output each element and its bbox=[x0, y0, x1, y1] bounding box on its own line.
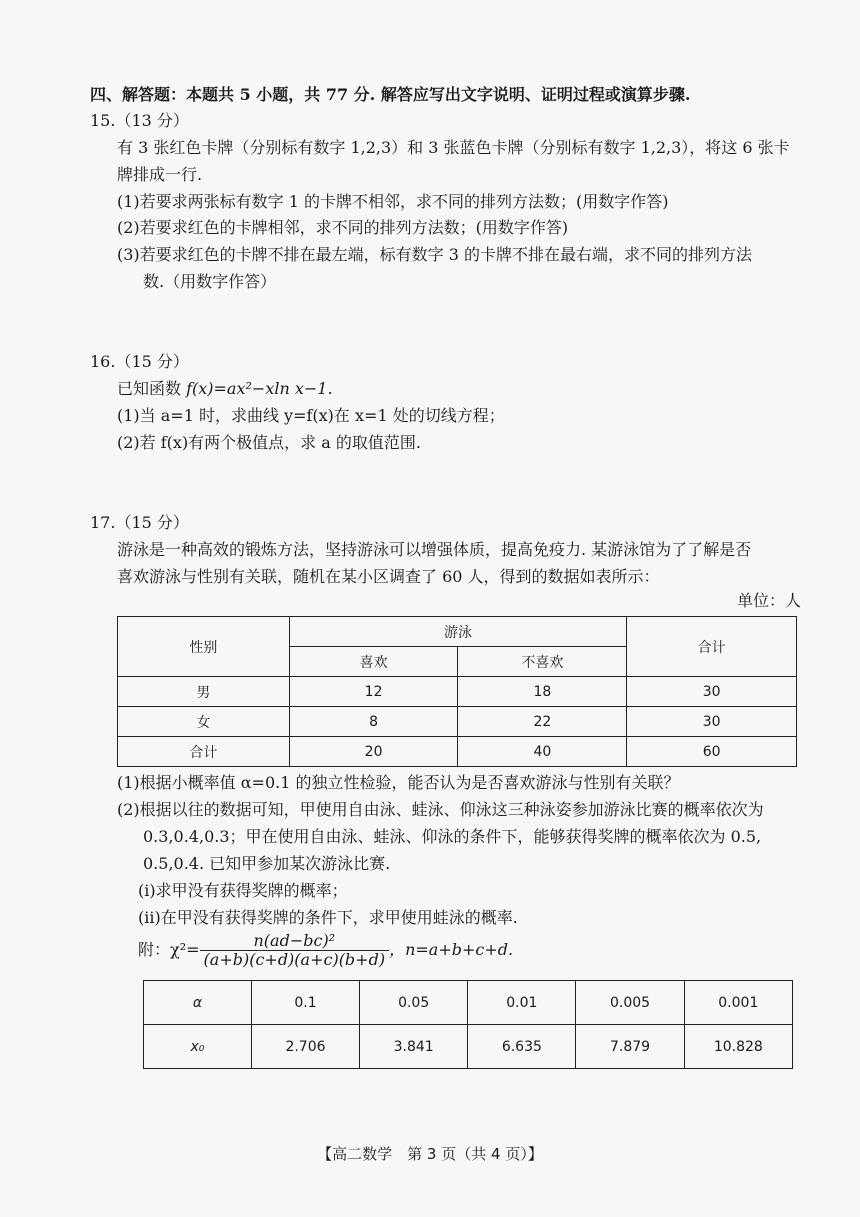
row-label: 男 bbox=[118, 677, 290, 707]
alpha-value: 0.01 bbox=[468, 981, 576, 1025]
critical-value-table bbox=[143, 980, 793, 1069]
q16-number: 16.（15 分） bbox=[90, 352, 189, 371]
cell-dislike: 22 bbox=[458, 707, 627, 737]
q15-part2: (2)若要求红色的卡牌相邻，求不同的排列方法数；(用数字作答) bbox=[117, 218, 569, 237]
q15-part3-line1: (3)若要求红色的卡牌不排在最左端，标有数字 3 的卡牌不排在最右端，求不同的排列方法 bbox=[117, 245, 753, 264]
table-header-gender: 性别 bbox=[118, 617, 290, 677]
x0-value: 6.635 bbox=[468, 1025, 576, 1069]
x0-value: 7.879 bbox=[576, 1025, 684, 1069]
q17-number: 17.（15 分） bbox=[90, 513, 189, 532]
q16-stem bbox=[117, 378, 333, 400]
alpha-label: α bbox=[144, 981, 252, 1025]
q15-stem-line1: 有 3 张红色卡牌（分别标有数字 1,2,3）和 3 张蓝色卡牌（分别标有数字 1,2,3），将这 6 张卡 bbox=[117, 138, 790, 157]
q15-part1: (1)若要求两张标有数字 1 的卡牌不相邻，求不同的排列方法数；(用数字作答) bbox=[117, 192, 669, 211]
q17-part1: (1)根据小概率值 α=0.1 的独立性检验，能否认为是否喜欢游泳与性别有关联？ bbox=[117, 773, 680, 792]
q17-stem-line2: 喜欢游泳与性别有关联，随机在某小区调查了 60 人，得到的数据如表所示： bbox=[117, 567, 660, 586]
row-label: 女 bbox=[118, 707, 290, 737]
table-row bbox=[144, 1025, 793, 1069]
cell-total: 30 bbox=[627, 707, 797, 737]
formula-numerator: n(ad−bc)² bbox=[200, 932, 390, 951]
cell-like: 20 bbox=[289, 737, 458, 767]
q17-unit-label: 单位：人 bbox=[737, 591, 802, 610]
table-header-dislike: 不喜欢 bbox=[458, 647, 627, 677]
section-header: 四、解答题：本题共 5 小题，共 77 分. 解答应写出文字说明、证明过程或演算步骤. bbox=[90, 85, 691, 104]
table-row bbox=[118, 677, 797, 707]
table-row bbox=[144, 981, 793, 1025]
chi-square-formula bbox=[138, 930, 513, 970]
cell-total: 30 bbox=[627, 677, 797, 707]
table-header-total: 合计 bbox=[627, 617, 797, 677]
cell-dislike: 18 bbox=[458, 677, 627, 707]
table-header-like: 喜欢 bbox=[289, 647, 458, 677]
q17-part2-line1: (2)根据以往的数据可知，甲使用自由泳、蛙泳、仰泳这三种泳姿参加游泳比赛的概率依次为 bbox=[117, 800, 764, 819]
cell-total: 60 bbox=[627, 737, 797, 767]
q16-part2: (2)若 f(x)有两个极值点，求 a 的取值范围. bbox=[117, 433, 421, 452]
alpha-value: 0.005 bbox=[576, 981, 684, 1025]
row-label: 合计 bbox=[118, 737, 290, 767]
formula-prefix: 附：χ²= bbox=[138, 940, 200, 959]
cell-dislike: 40 bbox=[458, 737, 627, 767]
q17-part2-i: (ⅰ)求甲没有获得奖牌的概率； bbox=[138, 881, 348, 900]
q15-part3-line2: 数.（用数字作答） bbox=[143, 272, 277, 291]
q17-part2-line3: 0.5,0.4. 已知甲参加某次游泳比赛. bbox=[143, 854, 391, 873]
x0-value: 3.841 bbox=[360, 1025, 468, 1069]
alpha-value: 0.001 bbox=[684, 981, 792, 1025]
q16-function-formula: f(x)=ax²−xln x−1. bbox=[186, 379, 333, 398]
cell-like: 8 bbox=[289, 707, 458, 737]
survey-table bbox=[117, 616, 797, 767]
q17-stem-line1: 游泳是一种高效的锻炼方法，坚持游泳可以增强体质，提高免疫力. 某游泳馆为了了解是否 bbox=[117, 540, 752, 559]
formula-denominator: (a+b)(c+d)(a+c)(b+d) bbox=[203, 950, 386, 969]
q15-stem-line2: 牌排成一行. bbox=[117, 165, 203, 184]
alpha-value: 0.05 bbox=[360, 981, 468, 1025]
q16-part1: (1)当 a=1 时，求曲线 y=f(x)在 x=1 处的切线方程； bbox=[117, 406, 505, 425]
x0-value: 10.828 bbox=[684, 1025, 792, 1069]
q17-part2-line2: 0.3,0.4,0.3；甲在使用自由泳、蛙泳、仰泳的条件下，能够获得奖牌的概率依次为 0.5, bbox=[143, 827, 762, 846]
x0-label: x₀ bbox=[144, 1025, 252, 1069]
formula-suffix: ，n=a+b+c+d. bbox=[389, 940, 514, 959]
q16-stem-prefix: 已知函数 bbox=[117, 379, 187, 398]
q17-part2-ii: (ⅱ)在甲没有获得奖牌的条件下，求甲使用蛙泳的概率. bbox=[138, 908, 518, 927]
table-row bbox=[118, 707, 797, 737]
table-row bbox=[118, 737, 797, 767]
q15-number: 15.（13 分） bbox=[90, 111, 189, 130]
table-header-swim: 游泳 bbox=[289, 617, 627, 647]
cell-like: 12 bbox=[289, 677, 458, 707]
page-footer: 【高二数学 第 3 页（共 4 页）】 bbox=[317, 1145, 543, 1163]
alpha-value: 0.1 bbox=[251, 981, 359, 1025]
x0-value: 2.706 bbox=[251, 1025, 359, 1069]
formula-fraction bbox=[200, 932, 390, 969]
